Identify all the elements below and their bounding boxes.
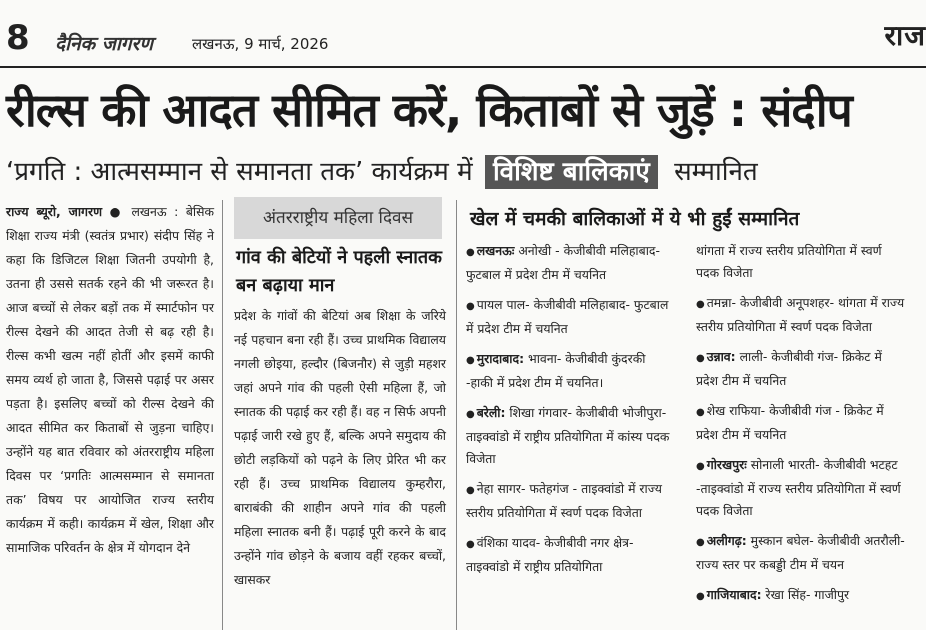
list-item: ● मुरादाबाद: भावना- केजीबीवी कुंदरकी -हाकी में प्रदेश टीम में चयनित। (466, 348, 672, 394)
list-item: ● गोरखपुरः सोनाली भारती- केजीबीवी भटहट -ताइक्वांडो में राज्य स्तरीय प्रतियोगिता में स्वर्ण पदक विजेता (696, 454, 906, 522)
dateline: लखनऊ, 9 मार्च, 2026 (192, 35, 329, 53)
main-story (6, 200, 214, 560)
sidebar-title: गांव की बेटियों ने पहली स्नातक बन बढ़ाया मान (236, 247, 442, 296)
list-item: ● पायल पाल- केजीबीवी मलिहाबाद- फुटबाल में प्रदेश टीम में चयनित (466, 294, 672, 340)
honors-title: खेल में चमकी बालिकाओं में ये भी हुईं सम्मानित (470, 208, 800, 230)
subheadline-highlight: विशिष्ट बालिकाएं (485, 155, 658, 189)
subheadline-pre: ‘प्रगति : आत्मसम्मान से समानता तक’ कार्यक्रम में (6, 157, 473, 187)
list-item: ● नेहा सागर- फतेहगंज - ताइक्वांडो में राज्य स्तरीय प्रतियोगिता में स्वर्ण पदक विजेता (466, 478, 672, 524)
honors-column-a (466, 240, 672, 586)
page-number: 8 (6, 18, 30, 58)
section-label: राज (884, 19, 926, 52)
newspaper-logo: दैनिक जागरण (55, 33, 153, 55)
list-item: ● तमन्ना- केजीबीवी अनूपशहर- थांगता में राज्य स्तरीय प्रतियोगिता में स्वर्ण पदक विजेता (696, 292, 906, 338)
list-item: ● लखनऊः अनोखी - केजीबीवी मलिहाबाद- फुटबाल में प्रदेश टीम में चयनित (466, 240, 672, 286)
column-divider (456, 200, 457, 630)
sidebar-story-text: प्रदेश के गांवों की बेटियां अब शिक्षा के जरिये नई पहचान बना रही हैं। उच्च प्राथमिक विद्यालय नगली छोइया, हल्दौर (बिजनौर) से जुड़ी महशर जहां अपने गांव की पहली ऐसी महिला हैं, जो स्नातक की पढ़ाई कर रही हैं। वह न सिर्फ अपनी पढ़ाई जारी रखे हुए हैं, बल्कि अपने समुदाय की छोटी लड़कियों को पढ़ने के लिए प्रेरित भी कर रही हैं। उच्च प्राथमिक विद्यालय कुम्हरौरा, बाराबंकी की शाहीन अपने गांव की पहली महिला स्नातक बनी हैं। पढ़ाई पूरी करने के बाद उन्होंने गांव छोड़ने के बजाय वहीं रहकर बच्चों, खासकर (234, 308, 446, 587)
list-item: ● वंशिका यादव- केजीबीवी नगर क्षेत्र- ताइक्वांडो में राष्ट्रीय प्रतियोगिता (466, 532, 672, 578)
sidebar-kicker: अंतरराष्ट्रीय महिला दिवस (234, 197, 442, 239)
list-item: ● अलीगढ़: मुस्कान बघेल- केजीबीवी अतरौली- राज्य स्तर पर कबड्डी टीम में चयन (696, 530, 906, 576)
headline: रील्स की आदत सीमित करें, किताबों से जुड़ें : संदीप (6, 83, 852, 137)
main-story-text: ● लखनऊ : बेसिक शिक्षा राज्य मंत्री (स्वतंत्र प्रभार) संदीप सिंह ने कहा कि डिजिटल शिक्षा जितनी उपयोगी है, उतना ही उससे सतर्क रहने की भी जरूरत है। आज बच्चों से लेकर बड़ों तक में स्मार्टफोन पर रील्स देखने की आदत तेजी से बढ़ रही है। रील्स कभी खत्म नहीं होतीं और इसमें काफी समय व्यर्थ हो जाता है, जिससे पढ़ाई पर असर पड़ता है। इसलिए बच्चों को रील्स देखने की आदत सीमित कर किताबों से जुड़ना चाहिए। उन्होंने यह बात रविवार को अंतरराष्ट्रीय महिला दिवस पर ‘प्रगतिः आत्मसम्मान से समानता तक’ विषय पर आयोजित राज्य स्तरीय कार्यक्रम में कही। कार्यक्रम में खेल, शिक्षा और सामाजिक परिवर्तन के क्षेत्र में योगदान देने (6, 204, 214, 555)
list-item: ● बरेली: शिखा गंगवार- केजीबीवी भोजीपुरा- ताइक्वांडो में राष्ट्रीय प्रतियोगिता में कांस्य पदक विजेता (466, 402, 672, 470)
honors-column-b (696, 240, 906, 616)
header-rule (0, 66, 926, 68)
list-item: ● गाजियाबाद: रेखा सिंह- गाजीपुर (696, 584, 906, 608)
subheadline-post: सम्मानित (674, 157, 758, 187)
column-divider (222, 200, 223, 630)
list-item: थांगता में राज्य स्तरीय प्रतियोगिता में स्वर्ण पदक विजेता (696, 243, 882, 280)
subheadline (6, 152, 758, 188)
byline: राज्य ब्यूरो, जागरण (6, 204, 103, 219)
list-item: ● शेख राफिया- केजीबीवी गंज - क्रिकेट में प्रदेश टीम में चयनित (696, 400, 906, 446)
list-item: ● उन्नाव: लाली- केजीबीवी गंज- क्रिकेट में प्रदेश टीम में चयनित (696, 346, 906, 392)
page-header (0, 0, 926, 62)
